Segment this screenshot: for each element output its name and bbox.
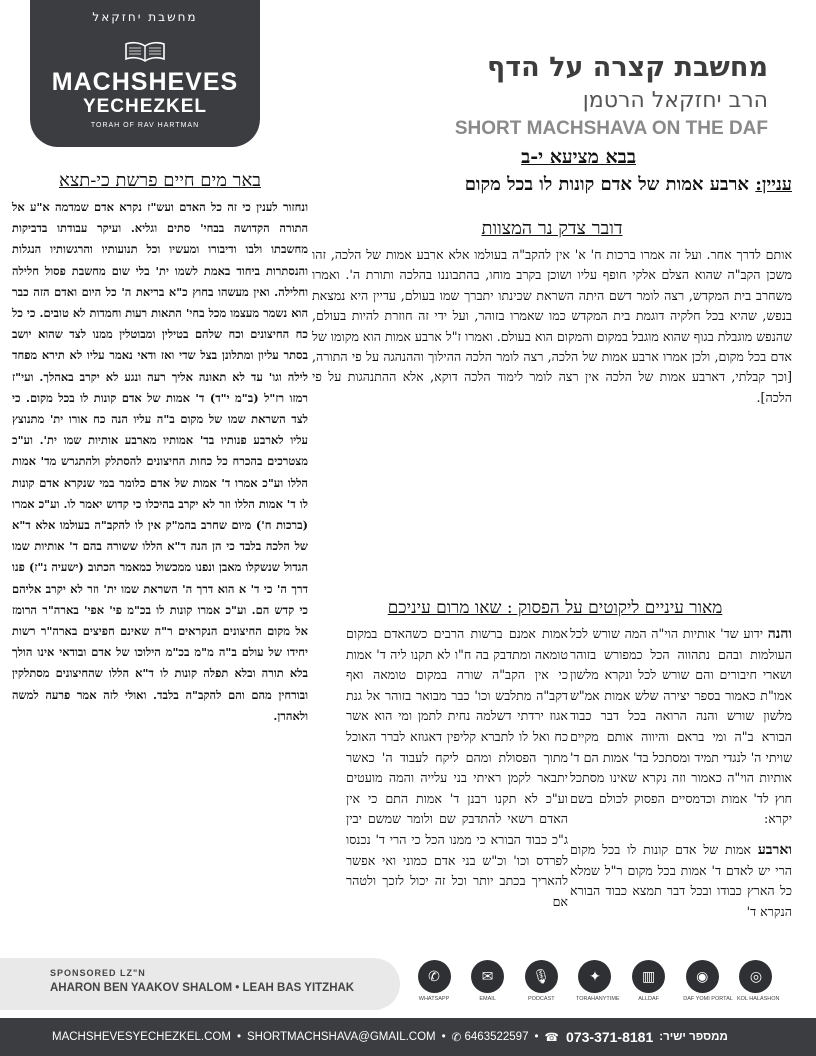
bottom-left-text: אמות אמנם ברשות הרבים כשהאדם במקום טומאה ומתדבק בה ח"ו לא תקנו ליה ד' אמות כי אין הקב"ה שורה במקום טומאה ואף דקב"ה מתלבש וכו' כבר מבואר בזוהר אל גנת אגוז ירדתי דשלמה נחית לתמן ומי הוא אשר כח ואל לו לתברא קליפין דאגוזא לברר האוכל מתוך הפסולת ומהם ליקח לעבוד ה' כאשר יתבאר לקמן ראיתי בני עלייה והמה מועטים וע"כ לא תקנו רבנן ד' אמות התם כי אין האדם רשאי להתדבק שם ולומר שמשם יבין ג"כ כבוד הבורא כי ממנו הכל כי הרי ד' נכנסו לפרדס וכו' וכ"ש בני אדם כמוני ואי אפשר להאריך בכתב יותר וכל זה יכול לזכך ולטהר אם	[346, 626, 568, 909]
whatsapp-small-icon: ✆	[451, 1032, 465, 1044]
bottom-section-title: מאור עיניים ליקוטים על הפסוק : שאו מרום עיניכם	[387, 598, 723, 618]
lead-word-1: והנה	[767, 626, 792, 642]
sponsor-banner	[0, 958, 400, 1010]
daf-yomi-portal-link[interactable]	[683, 960, 733, 1010]
whatsapp-label: WHATSAPP	[418, 996, 450, 1002]
bottom-right-column	[570, 624, 792, 922]
email-icon[interactable]: ✉	[471, 960, 504, 993]
kol-halashon-label: KOL HALASHON	[736, 996, 780, 1002]
para1-text: ידוע שד' אותיות הוי"ה המה שורש לכל העולמות ובהם נתהווה הכל כמפורש בזוהר ושארי חיבורים והם שורש לכל ונקרא מלשון אמו"ת כאמור בספר יצירה שלש אמות אמ"ש מלשון שורש והנה הרואה בכל דבר כבוד הבורא ב"ה ומי בראם והיווה אותם מקיים שויתי ה' לנגדי תמיד ומסתכל בד' אמות הם ד' אותיות הוי"ה כאמור וזה נקרא שאינו מסתכל חוץ לד' אמות וכדמסיים הפסוק לכולם בשם יקרא:	[570, 626, 792, 827]
rabbi-name: הרב יחזקאל הרטמן	[582, 88, 768, 113]
kol-halashon-link[interactable]	[736, 960, 780, 1010]
separator-dot: •	[534, 1031, 539, 1043]
email-link[interactable]	[469, 960, 507, 1010]
alldaf-icon[interactable]: ▥	[632, 960, 665, 993]
separator-dot: •	[236, 1031, 241, 1043]
daf-reference: בבא מציעא י-ב	[521, 146, 636, 168]
logo-tagline: TORAH OF RAV HARTMAN	[90, 122, 200, 129]
phone-icon: ☎	[544, 1032, 563, 1044]
logo-hebrew: מחשבת יחזקאל	[92, 10, 198, 24]
logo-line1: MACHSHEVES	[51, 68, 239, 96]
bottom-section-header	[318, 598, 792, 618]
page-title: מחשבת קצרה על הדף	[487, 52, 768, 83]
contact-bar	[0, 1018, 816, 1056]
podcast-label: PODCAST	[528, 996, 555, 1002]
logo-line2: YECHEZKEL	[82, 96, 208, 117]
bottom-right-para1	[570, 624, 792, 830]
direct-phone-label: :ממספר ישיר	[659, 1031, 728, 1043]
topic-heading	[465, 174, 792, 195]
para2-text: אמות של אדם קונות לו בכל מקום הרי יש לאדם ד' אמות בכל מקום ר"ל שמלא כל הארץ כבודו ובכל דבר תמצא כבוד הבורא הנקרא ד'	[570, 841, 792, 919]
logo	[30, 0, 260, 147]
direct-phone[interactable]: 073-371-8181	[566, 1029, 654, 1045]
podcast-icon[interactable]: 🎙	[525, 960, 558, 993]
right-top-title: דובר צדק נר המצוות	[481, 218, 623, 239]
website-link[interactable]: MACHSHEVESYECHEZKEL.COM	[52, 1031, 231, 1043]
kol-halashon-icon[interactable]: ◎	[739, 960, 772, 993]
alldaf-label: ALLDAF	[638, 996, 660, 1002]
english-title: SHORT MACHSHAVA ON THE DAF	[454, 118, 768, 139]
right-top-text: אותם לדרך אחר. ועל זה אמרו ברכות ח' א' אין להקב"ה בעולמו אלא ארבע אמות של הלכה, זהו משכן הקב"ה שהוא הצלם אלקי חופף עליו ושוכן בקרב מוחו, בהתבוננו בהלכה ותורת ה'. ואמרו משחרב בית המקדש, רצה לומר דשם היתה השראת שכינתו יתברך שמו בעולם, עדיין היא נמצאת בנפש, שהיא בכל חלקיה דוגמת בית המקדש כמו שאמרו בזוהר, ועל ידי זה חוזרת להיות בעולם, שהנפש מוגבלת בגוף שהוא מוגבל במקום והמקום הוא בעולם. ואמרו ז"ל ארבע אמות הוא מקומו של אדם בכל מקום, ולכן אמרו ארבע אמות של הלכה, רצה לומר הלכה ההילוך וההנהגה על פי התורה, [וכך קבלתי, דארבע אמות של הלכה אין רצה לומר לימוד הלכה דוקא, אלא ההתנהגות על פי הלכה].	[312, 247, 792, 405]
daf-yomi-portal-label: DAF YOMI PORTAL	[683, 996, 733, 1002]
daf-yomi-portal-icon[interactable]: ◉	[686, 960, 719, 993]
topic-text: ארבע אמות של אדם קונות לו בכל מקום	[464, 174, 749, 195]
whatsapp-link[interactable]	[415, 960, 453, 1010]
left-column-text: ונחזור לענין כי זה כל האדם ועש"ז נקרא אדם שמדמה א"ע אל התורה הקדושה בבחי' סתים וגליא. ועיקר עבודתו בדביקות מחשבתו ולבו ודיבורו ומעשיו וכל תנועותיו והרגשותיו הנגלות והנסתרות ביחוד באמת לשמו ית' בלי שום מחשבת פסול חלילה וחלילה. ואין מעשהו בחוץ כ"א בריאת ה' כל היום ואדם הזה כבר הוא נשמר מעצמו מכל בחי' התאות רעות וחמדות לא טובים. כי כל כח החיצונים וכח שלהם בטילין ומבוטלין ממנו לצד שהוא יושב בסתר עליון ומתלונן בצל שדי ואז ודאי נאמר עליו לא תירא מפחד לילה וגו' עד לא תאונה אליך רעה ונגע לא יקרב באהלך. ועי"ז רמזו רז"ל (ב"מ י"ד) ד' אמות של אדם קונות לו בכל מקום. כי לצד השראת שמו של מקום ב"ה עליו הנה כח אורו ית' מתנוצץ עליו לארבע פנותיו בד' אמותיו מארבע אותיות שמו ית'. וע"כ מצטרכים בהכרח כל כחות החיצונים להסתלק ולהתגרש מד' אמות הללו וע"כ אמרו ד' אמות של אדם כלומר במי שנקרא אדם קונות לו ד' אמות הללו וזר לא יקרב בהיכלו כי קדוש יאמר לו. וע"כ אמרו (ברכות ח') מיום שחרב בהמ"ק אין לו להקב"ה בעולמו אלא ד"א של הלכה בלבד כי הן הנה ד"א הללו ששורה בהם ד' אותיות שמו הגדול שנשקלו מאבן ונפנו ממכשול כמאמר הכתוב (ישעיה נ"ז) פנו דרך ה' כי ד' א הוא דרך ה' השראת שמו ית' וזר לא יקרב אליהם כי קדש הם. וע"כ אמרו קונות לו בכ"מ פי' אפי' בארה"ר הרומז אל מקום החיצונים הנקראים ר"ה שאינם חפיצים בארה"ר רשות יחידו של עולם ב"ה מ"מ בכ"מ הילוכו של אדם ובודאי אינו הולך בלא תורה ובלא תפלה קונות לו ד"א הללו שהחיצונים מסתלקין ובורחין מהם והם להקב"ה בלבד. ואולי לזה אמר פרעה למשה ולאהרן.	[12, 200, 308, 723]
podcast-link[interactable]	[522, 960, 560, 1010]
footer-icons	[415, 960, 780, 1010]
open-book-icon	[125, 40, 165, 62]
email-address[interactable]: SHORTMACHSHAVA@GMAIL.COM	[246, 1031, 436, 1043]
separator-dot: •	[441, 1031, 446, 1043]
torahanytime-label: TORAHANYTIME	[575, 996, 620, 1002]
sponsor-names: AHARON BEN YAAKOV SHALOM • LEAH BAS YITZHAK	[50, 982, 355, 994]
lead-word-2: וארבע	[757, 841, 792, 858]
whatsapp-icon[interactable]: ✆	[418, 960, 451, 993]
right-top-section	[312, 218, 792, 408]
torahanytime-icon[interactable]: ✦	[578, 960, 611, 993]
bottom-left-column	[346, 624, 568, 912]
bottom-right-para2	[570, 840, 792, 922]
torahanytime-link[interactable]	[575, 960, 620, 1010]
email-label: EMAIL	[479, 996, 496, 1002]
left-column-title: באר מים חיים פרשת כי-תצא	[59, 170, 261, 191]
alldaf-link[interactable]	[630, 960, 668, 1010]
sponsor-label: SPONSORED LZ"N	[50, 968, 146, 978]
topic-label: עניין:	[755, 174, 792, 195]
left-column	[12, 170, 308, 730]
whatsapp-number[interactable]: 6463522597	[464, 1031, 529, 1043]
